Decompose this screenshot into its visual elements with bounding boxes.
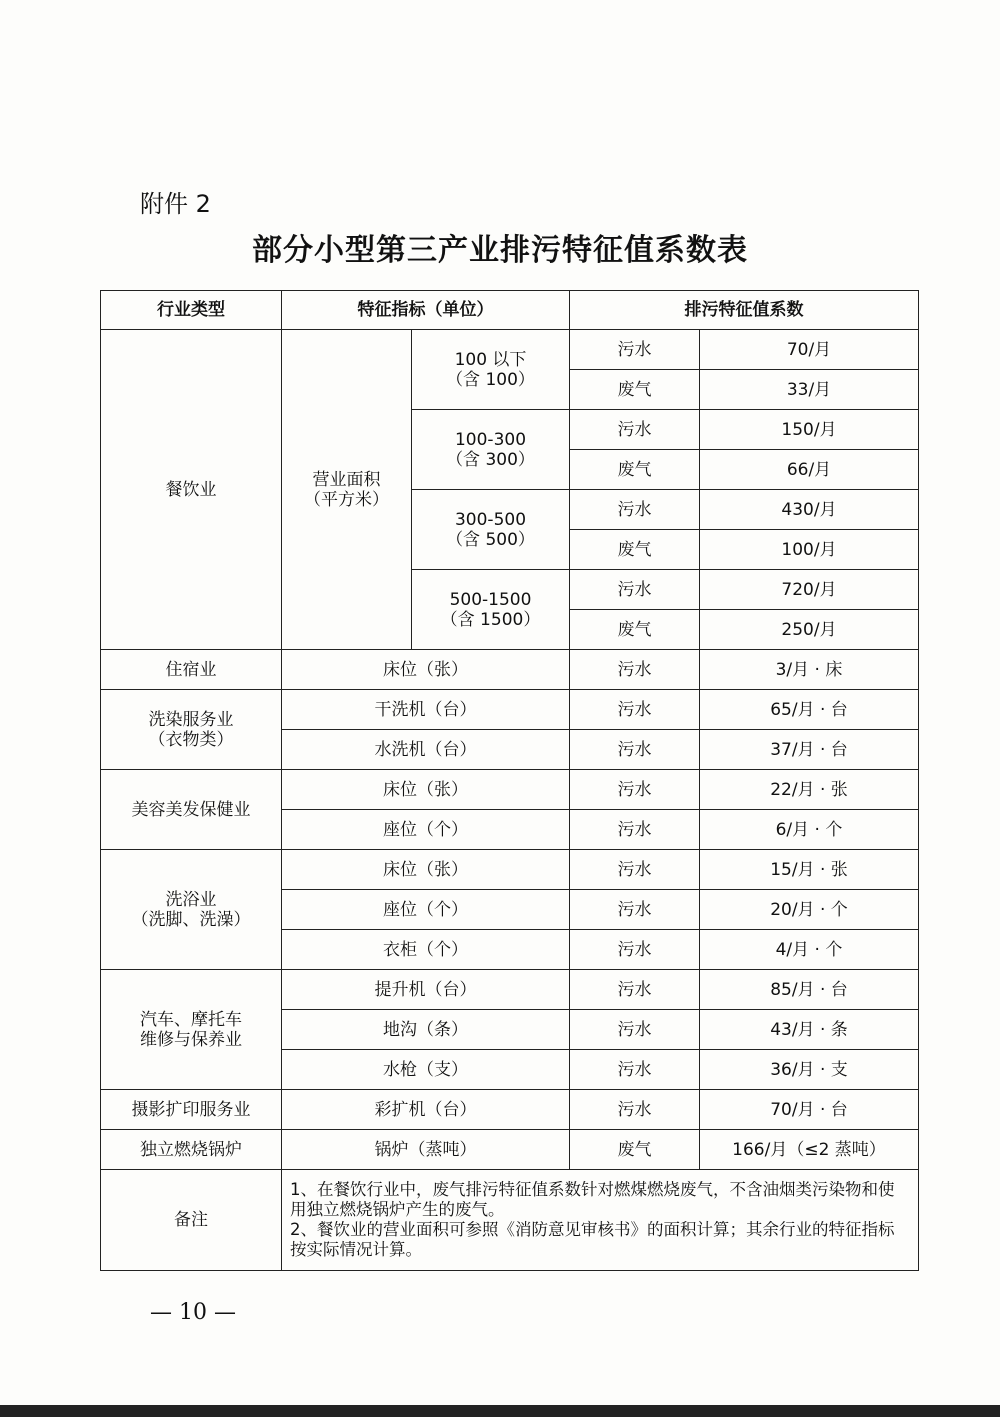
table-row bbox=[101, 850, 919, 890]
indicator-cell: 营业面积 （平方米） bbox=[282, 330, 412, 650]
value-cell: 85/月 · 台 bbox=[700, 970, 919, 1010]
value-cell: 70/月 bbox=[700, 330, 919, 370]
note-line-2: 2、餐饮业的营业面积可参照《消防意见审核书》的面积计算；其余行业的特征指标按实际情况计算。 bbox=[290, 1220, 895, 1259]
indicator-cell: 锅炉（蒸吨） bbox=[282, 1130, 570, 1170]
pollutant-cell: 废气 bbox=[570, 1130, 700, 1170]
industry-cell: 住宿业 bbox=[101, 650, 282, 690]
table-header-row bbox=[101, 291, 919, 330]
value-cell: 3/月 · 床 bbox=[700, 650, 919, 690]
value-cell: 250/月 bbox=[700, 610, 919, 650]
industry-cell: 餐饮业 bbox=[101, 330, 282, 650]
pollutant-cell: 废气 bbox=[570, 370, 700, 410]
value-cell: 430/月 bbox=[700, 490, 919, 530]
value-cell: 15/月 · 张 bbox=[700, 850, 919, 890]
table-row bbox=[101, 1130, 919, 1170]
page-number: — 10 — bbox=[150, 1300, 236, 1325]
document-title: 部分小型第三产业排污特征值系数表 bbox=[252, 233, 748, 268]
coefficient-table bbox=[100, 290, 919, 1271]
indicator-cell: 水洗机（台） bbox=[282, 730, 570, 770]
value-cell: 4/月 · 个 bbox=[700, 930, 919, 970]
indicator-cell: 座位（个） bbox=[282, 810, 570, 850]
pollutant-cell: 污水 bbox=[570, 810, 700, 850]
indicator-cell: 水枪（支） bbox=[282, 1050, 570, 1090]
pollutant-cell: 废气 bbox=[570, 530, 700, 570]
table-row bbox=[101, 1090, 919, 1130]
pollutant-cell: 污水 bbox=[570, 330, 700, 370]
scan-edge bbox=[0, 1405, 1000, 1417]
header-industry: 行业类型 bbox=[101, 291, 282, 330]
industry-cell: 洗染服务业 （衣物类） bbox=[101, 690, 282, 770]
pollutant-cell: 污水 bbox=[570, 570, 700, 610]
industry-cell: 独立燃烧锅炉 bbox=[101, 1130, 282, 1170]
value-cell: 22/月 · 张 bbox=[700, 770, 919, 810]
range-cell: 500-1500 （含 1500） bbox=[412, 570, 570, 650]
pollutant-cell: 污水 bbox=[570, 690, 700, 730]
pollutant-cell: 污水 bbox=[570, 1010, 700, 1050]
pollutant-cell: 污水 bbox=[570, 970, 700, 1010]
value-cell: 33/月 bbox=[700, 370, 919, 410]
industry-cell: 摄影扩印服务业 bbox=[101, 1090, 282, 1130]
pollutant-cell: 污水 bbox=[570, 1050, 700, 1090]
pollutant-cell: 污水 bbox=[570, 410, 700, 450]
indicator-cell: 床位（张） bbox=[282, 650, 570, 690]
value-cell: 20/月 · 个 bbox=[700, 890, 919, 930]
pollutant-cell: 废气 bbox=[570, 610, 700, 650]
table-row bbox=[101, 690, 919, 730]
industry-cell: 洗浴业 （洗脚、洗澡） bbox=[101, 850, 282, 970]
range-cell: 100 以下 （含 100） bbox=[412, 330, 570, 410]
pollutant-cell: 污水 bbox=[570, 770, 700, 810]
pollutant-cell: 污水 bbox=[570, 850, 700, 890]
value-cell: 65/月 · 台 bbox=[700, 690, 919, 730]
range-cell: 300-500 （含 500） bbox=[412, 490, 570, 570]
value-cell: 166/月（≤2 蒸吨） bbox=[700, 1130, 919, 1170]
pollutant-cell: 污水 bbox=[570, 890, 700, 930]
value-cell: 66/月 bbox=[700, 450, 919, 490]
header-coefficient: 排污特征值系数 bbox=[570, 291, 919, 330]
attachment-label: 附件 2 bbox=[140, 190, 211, 218]
notes-content bbox=[282, 1170, 919, 1271]
pollutant-cell: 污水 bbox=[570, 650, 700, 690]
indicator-cell: 床位（张） bbox=[282, 770, 570, 810]
notes-label: 备注 bbox=[101, 1170, 282, 1271]
pollutant-cell: 污水 bbox=[570, 1090, 700, 1130]
value-cell: 720/月 bbox=[700, 570, 919, 610]
indicator-cell: 地沟（条） bbox=[282, 1010, 570, 1050]
indicator-cell: 床位（张） bbox=[282, 850, 570, 890]
range-cell: 100-300 （含 300） bbox=[412, 410, 570, 490]
header-indicator: 特征指标（单位） bbox=[282, 291, 570, 330]
value-cell: 43/月 · 条 bbox=[700, 1010, 919, 1050]
indicator-cell: 座位（个） bbox=[282, 890, 570, 930]
table-row bbox=[101, 650, 919, 690]
value-cell: 150/月 bbox=[700, 410, 919, 450]
table-row bbox=[101, 970, 919, 1010]
industry-cell: 美容美发保健业 bbox=[101, 770, 282, 850]
pollutant-cell: 废气 bbox=[570, 450, 700, 490]
table-row bbox=[101, 330, 919, 370]
pollutant-cell: 污水 bbox=[570, 490, 700, 530]
value-cell: 36/月 · 支 bbox=[700, 1050, 919, 1090]
value-cell: 37/月 · 台 bbox=[700, 730, 919, 770]
notes-row bbox=[101, 1170, 919, 1271]
industry-cell: 汽车、摩托车 维修与保养业 bbox=[101, 970, 282, 1090]
value-cell: 100/月 bbox=[700, 530, 919, 570]
indicator-cell: 彩扩机（台） bbox=[282, 1090, 570, 1130]
note-line-1: 1、在餐饮行业中，废气排污特征值系数针对燃煤燃烧废气，不含油烟类污染物和使用独立燃烧锅炉产生的废气。 bbox=[290, 1180, 895, 1219]
pollutant-cell: 污水 bbox=[570, 930, 700, 970]
indicator-cell: 干洗机（台） bbox=[282, 690, 570, 730]
pollutant-cell: 污水 bbox=[570, 730, 700, 770]
table-row bbox=[101, 770, 919, 810]
indicator-cell: 提升机（台） bbox=[282, 970, 570, 1010]
value-cell: 70/月 · 台 bbox=[700, 1090, 919, 1130]
indicator-cell: 衣柜（个） bbox=[282, 930, 570, 970]
value-cell: 6/月 · 个 bbox=[700, 810, 919, 850]
